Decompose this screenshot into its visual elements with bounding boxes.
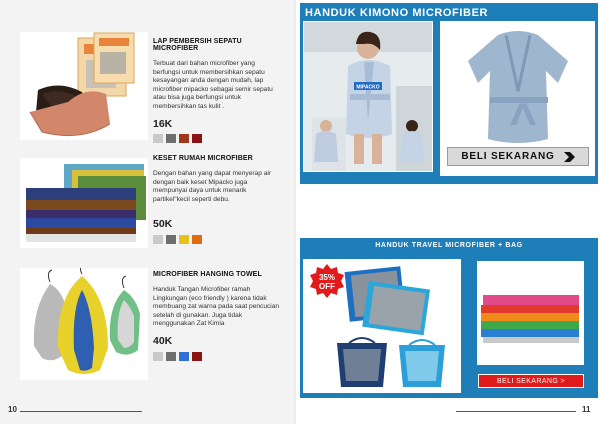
travel-towel-banner <box>300 238 598 398</box>
left-page <box>0 0 296 424</box>
product-photo-shoe-cloth <box>20 32 148 140</box>
color-swatch[interactable] <box>166 235 176 244</box>
product-text-doormat <box>153 150 283 244</box>
discount-badge <box>310 264 344 298</box>
buy-now-label: BELI SEKARANG <box>461 151 555 162</box>
color-swatch[interactable] <box>153 352 163 361</box>
color-swatches <box>153 235 283 244</box>
buy-now-button[interactable] <box>447 147 589 166</box>
page-number: 11 <box>582 405 591 414</box>
discount-percent: 35% <box>318 273 336 282</box>
chevron-right-icon <box>563 152 575 162</box>
color-swatches <box>153 134 283 143</box>
product-card-hanging-towel <box>20 266 290 386</box>
discount-off: OFF <box>319 282 335 291</box>
color-swatch[interactable] <box>179 235 189 244</box>
product-description: Dengan bahan yang dapat menyerap air dengan baik keset Mipacko juga mempunyai daya untuk menarik partikel"kecil seperti debu. <box>153 170 272 203</box>
kimono-model-photo <box>303 21 433 172</box>
product-card-shoe-cloth <box>20 32 290 142</box>
color-swatch[interactable] <box>153 235 163 244</box>
color-swatch[interactable] <box>153 134 163 143</box>
banner-title: HANDUK KIMONO MICROFIBER <box>305 7 489 19</box>
product-photo-doormat <box>20 158 148 248</box>
buy-now-label: BELI SEKARANG > <box>496 377 566 385</box>
product-description: Terbuat dari bahan microfiber yang berfungsi untuk membersihkan sepatu kesayangan anda dengan mudah, lap microfiber mipacko sebagai semir sepatu atau bisa juga berfungsi untuk membersihkan tas kulit . <box>153 60 273 110</box>
product-price: 16K <box>153 117 173 130</box>
footer-rule <box>20 411 142 412</box>
kimono-logo: MIPACKO <box>356 84 380 91</box>
product-title: KESET RUMAH MICROFIBER <box>153 155 253 162</box>
color-swatch[interactable] <box>179 352 189 361</box>
product-title: LAP PEMBERSIH SEPATU MICROFIBER <box>153 38 242 52</box>
product-text-shoe-cloth <box>153 32 283 143</box>
color-swatch[interactable] <box>179 134 189 143</box>
color-swatch[interactable] <box>192 352 202 361</box>
product-title: MICROFIBER HANGING TOWEL <box>153 271 262 278</box>
color-swatch[interactable] <box>192 134 202 143</box>
page-number: 10 <box>8 405 17 414</box>
color-swatch[interactable] <box>192 235 202 244</box>
buy-now-button[interactable] <box>478 374 584 388</box>
color-swatch[interactable] <box>166 352 176 361</box>
product-price: 40K <box>153 334 173 347</box>
color-swatch[interactable] <box>166 134 176 143</box>
banner-title: HANDUK TRAVEL MICROFIBER + BAG <box>375 242 523 249</box>
product-price: 50K <box>153 218 173 231</box>
product-photo-hanging-towel <box>20 268 148 380</box>
footer-rule <box>456 411 576 412</box>
travel-towel-photo <box>303 259 461 393</box>
kimono-banner <box>300 3 598 184</box>
towel-stack-photo <box>477 261 584 365</box>
product-card-doormat <box>20 150 290 250</box>
product-description: Handuk Tangan Microfiber ramah Lingkungan (eco friendly ) karena tidak membuang zat warna pada saat pencucian setelah di gunakan. Juga tidak menggunakan Zat Kimia <box>153 286 280 328</box>
product-text-hanging-towel <box>153 266 283 361</box>
color-swatches <box>153 352 283 361</box>
